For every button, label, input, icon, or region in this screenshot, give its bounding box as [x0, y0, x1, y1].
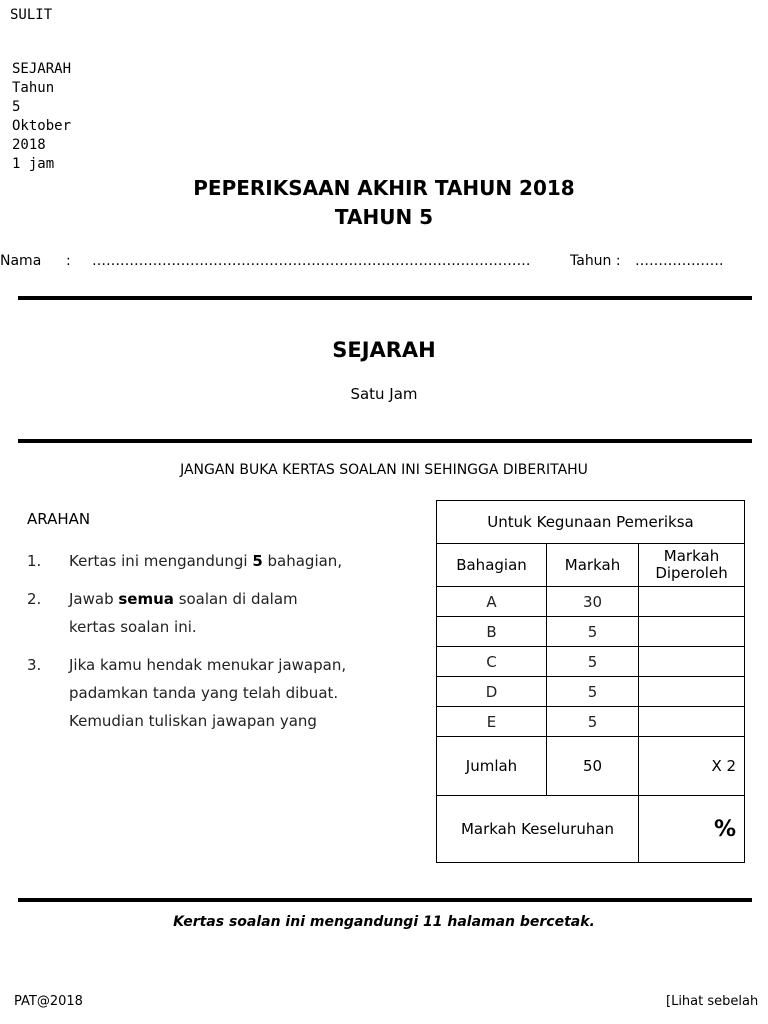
instruction-text: Jika kamu hendak menukar jawapan, padamkan tanda yang telah dibuat. Kemudian tuliskan jawapan yang [69, 656, 347, 730]
obtained-cell[interactable] [639, 707, 745, 737]
exam-grade: TAHUN 5 [334, 205, 434, 229]
section-cell: B [437, 617, 547, 647]
exam-title: PEPERIKSAAN AKHIR TAHUN 2018 [193, 176, 575, 200]
instruction-number: 3. [27, 656, 42, 674]
col-header-obtained: Markah Diperoleh [639, 544, 745, 587]
meta-year-number: 5 [12, 99, 21, 115]
name-label: Nama [0, 253, 42, 269]
name-field[interactable]: …………………….…………………………………………………………… [92, 253, 531, 269]
marks-cell: 5 [547, 647, 639, 677]
divider [18, 296, 752, 300]
marks-cell: 5 [547, 617, 639, 647]
total-label: Jumlah [437, 737, 547, 796]
table-row [437, 587, 745, 617]
examiner-marks-table [436, 500, 745, 863]
warning-text: JANGAN BUKA KERTAS SOALAN INI SEHINGGA DIBERITAHU [180, 462, 588, 478]
table-row [437, 647, 745, 677]
table-row [437, 617, 745, 647]
meta-tahun: Tahun [12, 80, 55, 96]
multiplier-cell[interactable]: X 2 [639, 737, 745, 796]
overall-row [437, 796, 745, 863]
col-header-marks: Markah [547, 544, 639, 587]
marks-cell: 5 [547, 677, 639, 707]
section-cell: C [437, 647, 547, 677]
instructions-heading: ARAHAN [27, 510, 91, 528]
table-row [437, 707, 745, 737]
divider [18, 898, 752, 902]
table-row [437, 677, 745, 707]
col-header-section: Bahagian [437, 544, 547, 587]
meta-duration: 1 jam [12, 156, 55, 172]
overall-label: Markah Keseluruhan [437, 796, 639, 863]
percent-cell[interactable]: % [639, 796, 745, 863]
meta-subject: SEJARAH [12, 61, 72, 77]
instruction-text: Kertas ini mengandungi 5 bahagian, [69, 552, 343, 570]
footer-code: PAT@2018 [14, 994, 83, 1009]
instruction-number: 1. [27, 552, 42, 570]
obtained-cell[interactable] [639, 677, 745, 707]
meta-year: 2018 [12, 137, 46, 153]
name-colon: : [66, 253, 71, 269]
exam-meta-block [12, 60, 71, 174]
obtained-cell[interactable] [639, 647, 745, 677]
marks-cell: 30 [547, 587, 639, 617]
obtained-cell[interactable] [639, 587, 745, 617]
year-field[interactable]: ………………. [635, 253, 724, 269]
meta-month: Oktober [12, 118, 72, 134]
footer-turn-over: [Lihat sebelah [666, 994, 759, 1009]
total-row [437, 737, 745, 796]
subject-title: SEJARAH [332, 338, 436, 362]
section-cell: E [437, 707, 547, 737]
table-title: Untuk Kegunaan Pemeriksa [437, 501, 745, 544]
section-cell: A [437, 587, 547, 617]
divider [18, 439, 752, 443]
instruction-text: Jawab semua soalan di dalam kertas soalan ini. [69, 590, 298, 636]
section-cell: D [437, 677, 547, 707]
marks-cell: 5 [547, 707, 639, 737]
instruction-number: 2. [27, 590, 42, 608]
total-marks: 50 [547, 737, 639, 796]
classification-label: SULIT [10, 7, 53, 23]
page-count-note: Kertas soalan ini mengandungi 11 halaman bercetak. [173, 914, 595, 930]
year-label: Tahun : [570, 253, 621, 269]
subject-duration: Satu Jam [350, 385, 418, 403]
obtained-cell[interactable] [639, 617, 745, 647]
